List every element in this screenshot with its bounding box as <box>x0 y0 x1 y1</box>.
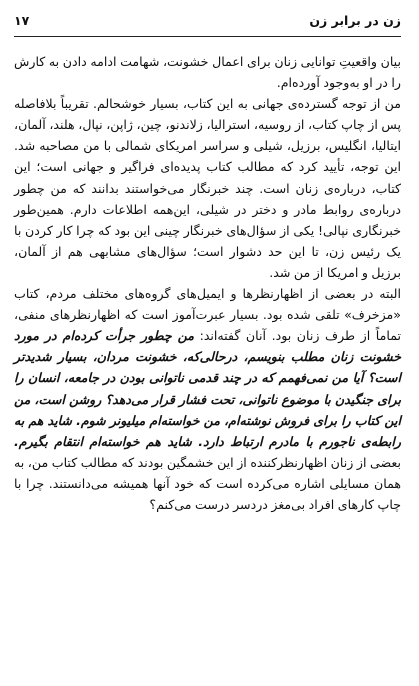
running-header <box>14 10 401 30</box>
paragraph-text: بیان واقعیتِ توانایی زنان برای اعمال خشونت، شهامت ادامه دادن به کارش را در او به‌وجود آورده‌ام. <box>14 54 401 91</box>
body-text <box>14 51 401 515</box>
book-page <box>14 10 401 676</box>
paragraph <box>14 51 401 93</box>
page-number: ۱۷ <box>14 12 30 28</box>
book-title: زن در برابر زن <box>309 12 401 28</box>
paragraph <box>14 93 401 283</box>
paragraph-text: بعضی از زنان اظهارنظرکننده از این خشمگین بودند که مطالب کتاب من، به همان مسایلی اشاره می‌کرده است که خود آنها همیشه می‌دانستند. چرا با چاپ کارهای افراد بی‌مغز دردسر درست می‌کنم؟ <box>14 454 401 512</box>
header-rule <box>14 36 401 37</box>
paragraph-text: من از توجه گسترده‌ی جهانی به این کتاب، بسیار خوشحالم. تقریباً بلافاصله پس از چاپ کتاب، از روسیه، استرالیا، زلاندنو، چین، ژاپن، نپال، هلند، آلمان، ایتالیا، انگلیس، برزیل، شیلی و سراسر امریکای شمالی با من مصاحبه شد. این توجه، تأیید کرد که مطالب کتاب پدیده‌ای فراگیر و جهانی است؛ این کتاب، درباره‌ی زنان است. چند خبرنگار می‌خواستند بدانند که من چطور درباره‌ی روابط مادر و دختر در شیلی، این‌همه اطلاعات دارم. همین‌طور خبرنگاری نپالی! یکی از سؤال‌های خبرنگار چینی این بود که چرا کار کردن با یک رئیس زن، تا این حد دشوار است؛ سؤال‌های مشابهی هم از آلمان، برزیل و امریکا از من شد. <box>14 96 401 280</box>
paragraph-text: البته در بعضی از اظهارنظرها و ایمیل‌های گروه‌های مختلف مردم، کتاب «مزخرف» تلقی شده بود. بسیار عبرت‌آموز است که اظهارنظرهای منفی، تماماً از طرف زنان بود. آنان گفته‌اند: <box>14 286 402 344</box>
quoted-text: من چطور جرأت کرده‌ام در مورد خشونت زنان مطلب بنویسم، درحالی‌که، خشونت مردان، بسیار شدیدتر است؟ آیا من نمی‌فهمم که در چند قدمی ناتوانی بودن در جامعه، انسان را برای جنگیدن با موضوع ناتوانی، تحت فشار قرار می‌دهد؟ روشن است، من این کتاب را برای فروش نوشته‌ام، من خواسته‌ام میلیونر شوم. شاید هم به رابطه‌ی ناجورم با مادرم ارتباط دارد. شاید هم خواسته‌ام انتقام بگیرم. <box>14 328 401 449</box>
paragraph <box>14 283 401 515</box>
